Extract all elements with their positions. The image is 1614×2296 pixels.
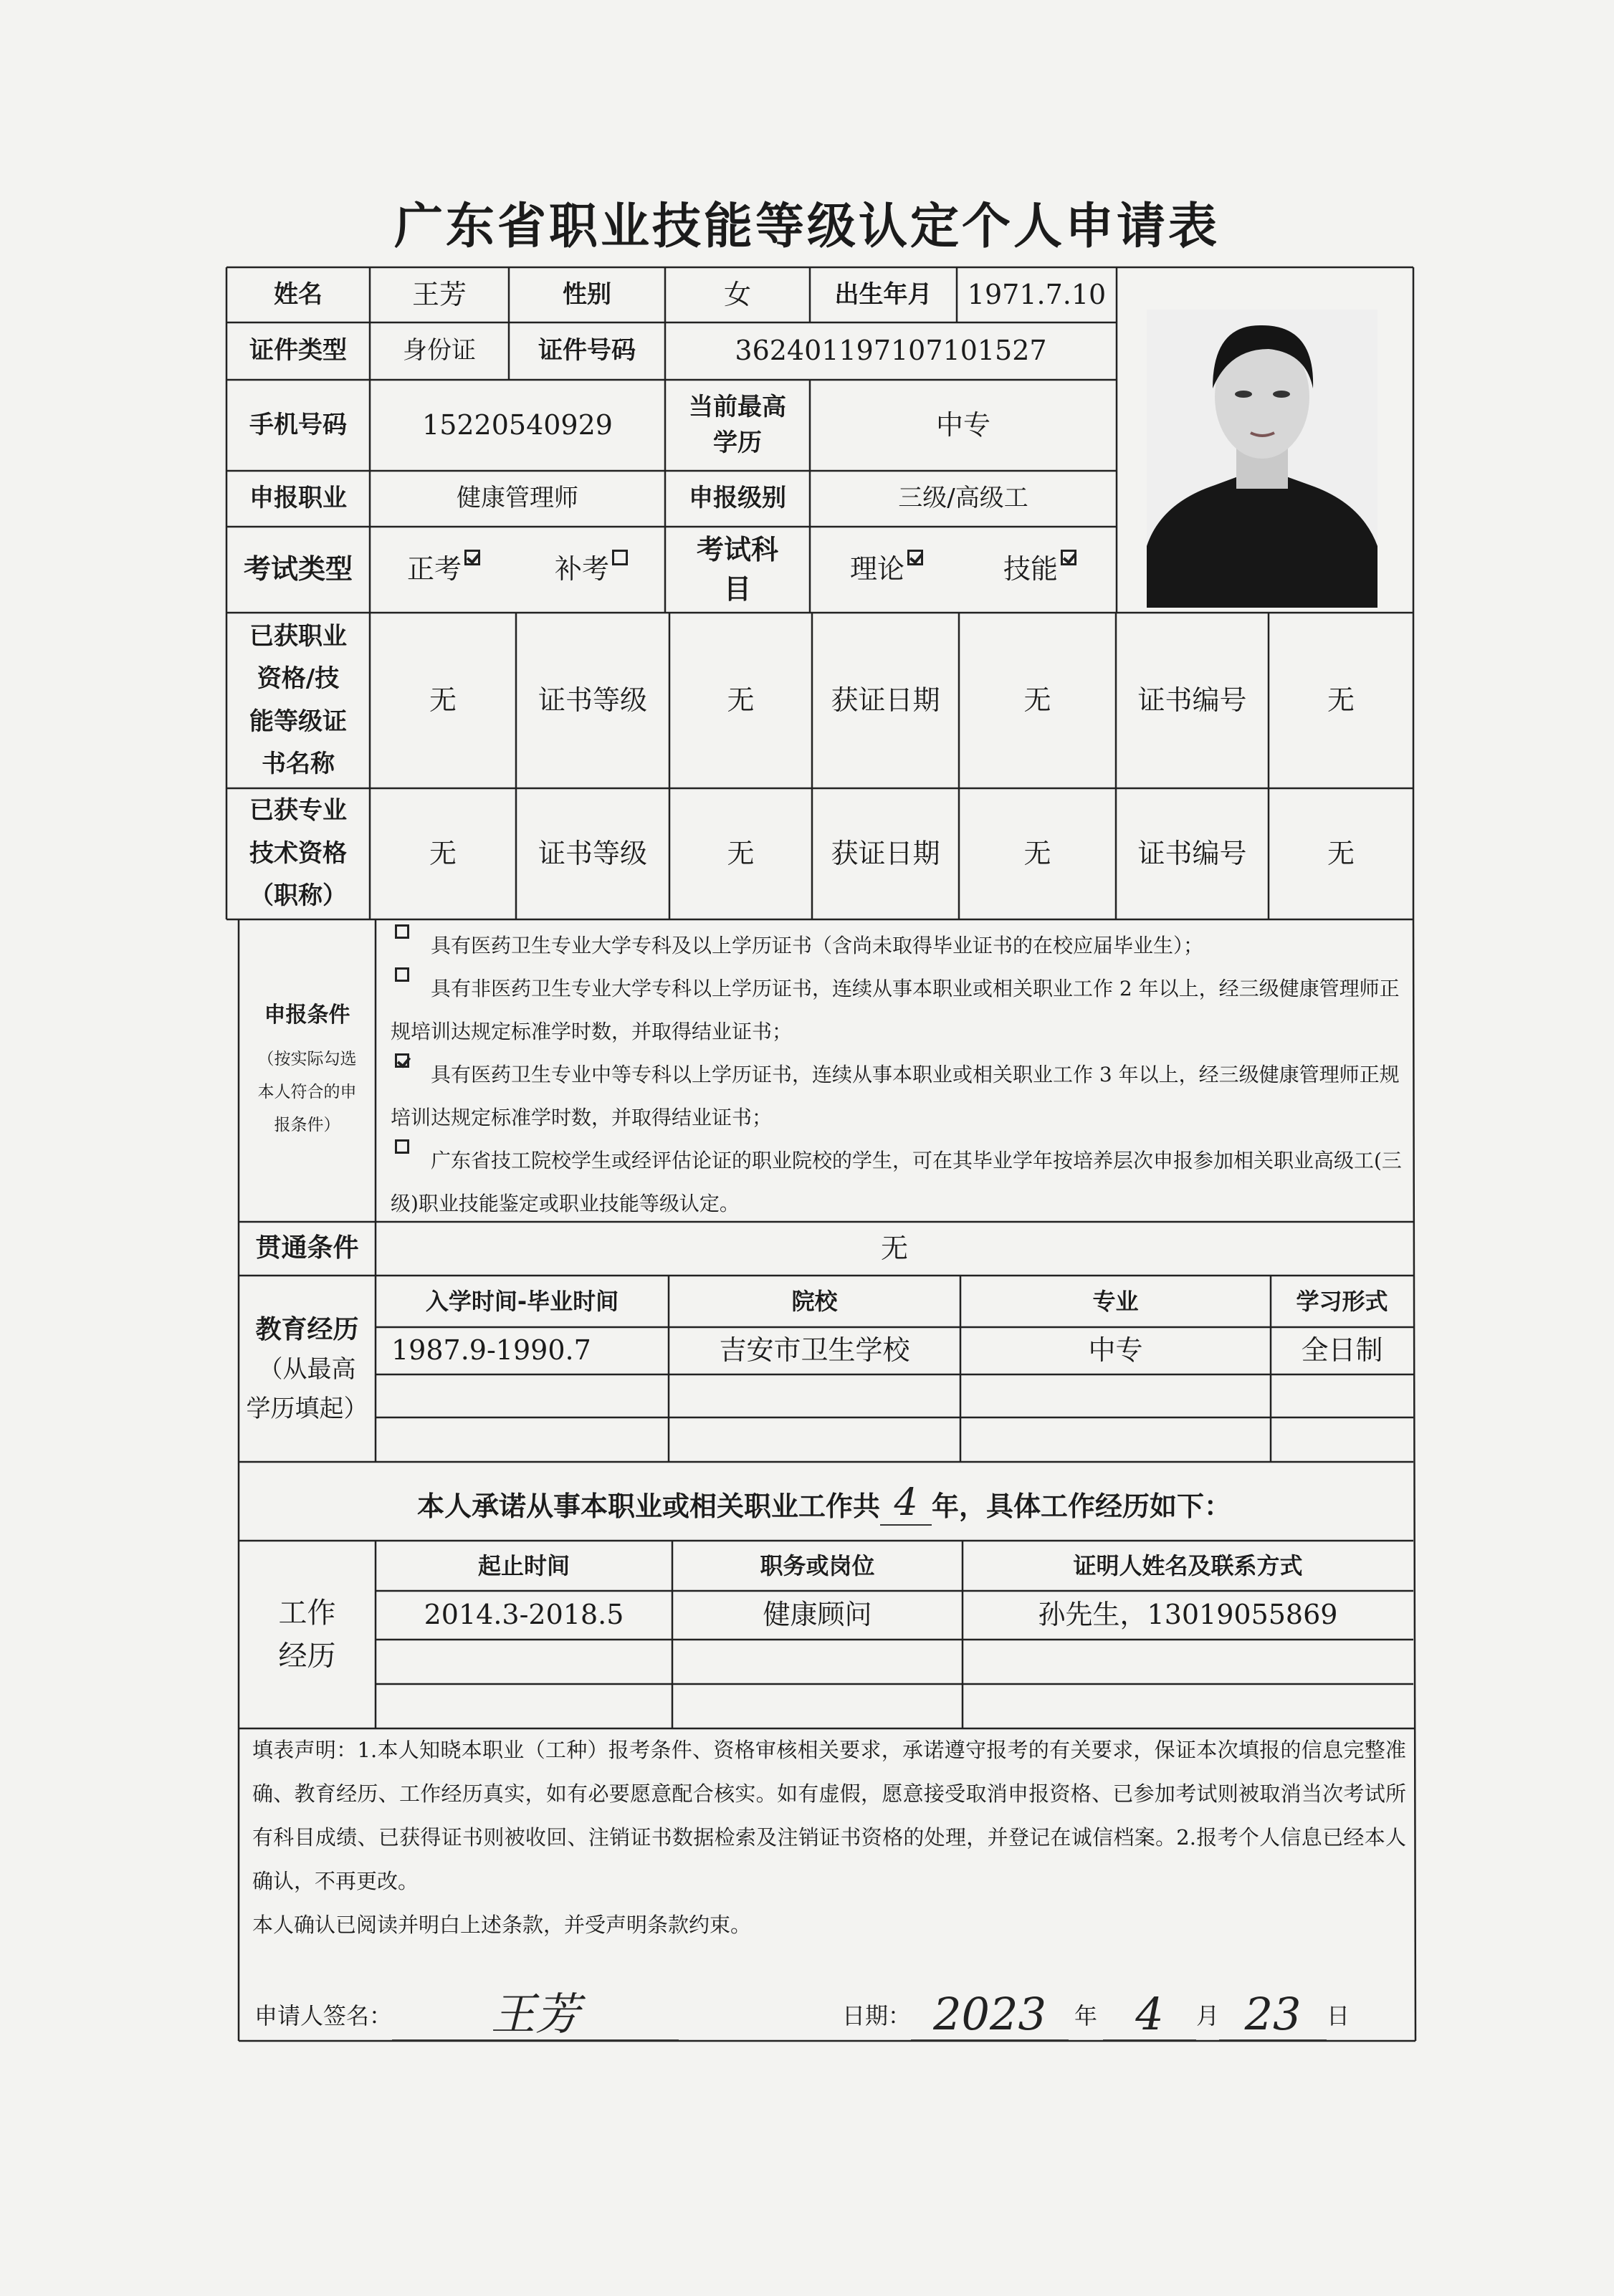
cert-qual-label-line2: 资格/技 [257,664,340,693]
confirm-text: 本人确认已阅读并明白上述条款，并受声明条款约束。 [252,1913,752,1937]
makeup-checkbox-icon[interactable] [612,550,628,565]
work-row-1-reference: 孙先生，13019055869 [1038,1599,1338,1631]
signature-name[interactable]: 王芳 [392,1989,679,2041]
edu-row-1-school: 吉安市卫生学校 [719,1334,910,1367]
tech-qual-label-line3: （职称） [249,881,347,911]
regular-checkbox-icon[interactable] [464,550,480,565]
birth-label: 出生年月 [834,279,932,309]
work-hist-label-line1: 工作 [278,1597,336,1630]
cert-qual-name: 无 [429,684,457,716]
edu-row-1-period: 1987.9-1990.7 [391,1334,591,1367]
conditions-note-line1: （按实际勾选 [257,1049,357,1068]
subject-skill[interactable] [1003,550,1076,589]
tech-qual-label-line2: 技术资格 [249,838,347,868]
exam-subject-label-line2: 目 [723,573,751,605]
edu-header-period: 入学时间-毕业时间 [425,1287,619,1315]
exam-subject-options [810,527,1117,613]
declaration [252,1728,1406,1947]
tech-qual-label-line1: 已获专业 [249,796,347,826]
work-hist-label [239,1541,376,1728]
exam-type-options [370,527,665,613]
promise-before: 本人承诺从事本职业或相关职业工作共 [416,1490,880,1522]
edu-header-mode: 学习形式 [1296,1287,1388,1315]
tech-qual-name: 无 [429,837,457,869]
subject-skill-label: 技能 [1003,553,1058,585]
through-label: 贯通条件 [255,1233,359,1263]
conditions-note-line2: 本人符合的申 [257,1082,357,1101]
edu-header-major: 专业 [1092,1287,1139,1315]
signature-label: 申请人签名： [254,2002,393,2029]
condition-4-text: 广东省技工院校学生或经评估论证的职业院校的学生，可在其毕业学年按培养层次申报参加相关职业高级工(三级)职业技能鉴定或职业技能等级认定。 [391,1149,1402,1215]
edu-hist-label-line1: 教育经历 [255,1314,359,1344]
occupation-value: 健康管理师 [457,484,578,513]
cert-qual-label-line1: 已获职业 [249,621,347,651]
tech-qual-label [226,788,370,919]
conditions-title: 申报条件 [264,1003,350,1028]
through-value: 无 [880,1232,908,1264]
edu-header-school: 院校 [791,1287,838,1315]
name-label: 姓名 [274,279,323,309]
occupation-label: 申报职业 [249,484,347,513]
edu-hist-label [239,1276,376,1462]
work-header-period: 起止时间 [477,1551,570,1579]
date-day[interactable]: 23 [1219,1989,1327,2041]
cert-qual-level: 无 [727,684,755,716]
form-title: 广东省职业技能等级认定个人申请表 [393,198,1220,255]
edu-row-1-major: 中专 [1088,1334,1143,1367]
name-value: 王芳 [411,278,467,310]
skill-checkbox-icon[interactable] [1061,550,1076,565]
tech-qual-level: 无 [727,837,755,869]
gender-label: 性别 [563,279,611,309]
promise-after: 年，具体工作经历如下： [932,1490,1232,1522]
education-label-line1: 当前最高 [689,393,786,422]
condition-3-text: 具有医药卫生专业中等专科以上学历证书，连续从事本职业或相关职业工作 3 年以上，经三级健康管理师正规培训达规定标准学时数，并取得结业证书； [391,1063,1400,1129]
tech-qual-level-label: 证书等级 [538,837,647,869]
edu-hist-label-line3: 学历填起） [246,1394,368,1423]
date-label: 日期： [842,2002,912,2029]
exam-type-regular[interactable] [407,550,480,589]
cert-qual-number-label: 证书编号 [1137,684,1247,716]
tech-qual-number: 无 [1327,837,1355,869]
work-hist-label-line2: 经历 [278,1640,336,1673]
education-label-line2: 学历 [713,428,762,457]
conditions-note-line3: 报条件） [274,1115,340,1134]
exam-subject-label-line1: 考试科 [696,533,778,565]
education-value: 中专 [935,408,990,441]
condition-item-4[interactable] [391,1139,1405,1225]
condition-3-checkbox-icon[interactable] [395,1053,409,1068]
date-month-unit: 月 [1196,2002,1220,2029]
cert-qual-level-label: 证书等级 [538,684,647,716]
signature-block [254,1988,679,2041]
id-number-label: 证件号码 [538,336,636,365]
cert-qual-date: 无 [1023,684,1051,716]
birth-value: 1971.7.10 [967,278,1107,310]
tech-qual-number-label: 证书编号 [1137,837,1247,869]
date-block [842,1988,1350,2041]
condition-4-checkbox-icon[interactable] [395,1139,409,1154]
declaration-text: 填表声明：1.本人知晓本职业（工种）报考条件、资格审核相关要求，承诺遵守报考的有关要求，保证本次填报的信息完整准确、教育经历、工作经历真实，如有必要愿意配合核实。如有虚假，愿意接受取消申报资格、已参加考试则被取消当次考试所有科目成绩、已获得证书则被收回、注销证书数据检索及注销证书资格的处理，并登记在诚信档案。2.报考个人信息已经本人确认，不再更改。 [252,1738,1406,1893]
phone-value: 15220540929 [422,408,613,441]
cert-qual-label [226,613,370,788]
exam-type-regular-label: 正考 [406,553,462,585]
theory-checkbox-icon[interactable] [907,550,923,565]
gender-value: 女 [723,278,751,310]
exam-type-label: 考试类型 [243,553,353,585]
edu-row-1-mode: 全日制 [1301,1334,1383,1367]
condition-2-text: 具有非医药卫生专业大学专科以上学历证书，连续从事本职业或相关职业工作 2 年以上，经三级健康管理师正规培训达规定标准学时数，并取得结业证书； [391,977,1400,1043]
condition-item-1[interactable] [391,924,1405,967]
work-header-reference: 证明人姓名及联系方式 [1073,1551,1303,1579]
date-year-unit: 年 [1074,2002,1098,2029]
work-header-position: 职务或岗位 [760,1551,875,1579]
education-label [665,380,810,471]
id-type-label: 证件类型 [249,336,347,365]
cert-qual-number: 无 [1327,684,1355,716]
phone-label: 手机号码 [249,410,347,439]
tech-qual-date: 无 [1023,837,1051,869]
date-day-unit: 日 [1327,2002,1350,2029]
cert-qual-label-line4: 书名称 [262,750,335,778]
level-value: 三级/高级工 [898,484,1028,513]
condition-1-checkbox-icon[interactable] [395,924,409,939]
condition-2-checkbox-icon[interactable] [395,967,409,982]
subject-theory[interactable] [850,550,923,589]
work-row-1-period: 2014.3-2018.5 [424,1599,624,1631]
exam-subject-label [665,527,810,613]
conditions-label [239,919,376,1222]
edu-hist-label-line2: （从最高 [258,1355,356,1384]
subject-theory-label: 理论 [849,553,904,585]
id-type-value: 身份证 [403,336,476,365]
cert-qual-label-line3: 能等级证 [249,707,347,736]
applicant-photo [1147,310,1377,608]
exam-type-makeup[interactable] [555,550,628,589]
exam-type-makeup-label: 补考 [554,553,609,585]
id-number-value: 362401197107101527 [735,335,1047,367]
cert-qual-date-label: 获证日期 [831,684,940,716]
condition-item-3[interactable] [391,1053,1405,1139]
promise-years[interactable]: 4 [880,1481,932,1526]
condition-1-text: 具有医药卫生专业大学专科及以上学历证书（含尚未取得毕业证书的在校应届毕业生）； [431,934,1204,957]
tech-qual-date-label: 获证日期 [831,837,940,869]
work-row-1-position: 健康顾问 [763,1599,872,1631]
work-years-promise [240,1478,1408,1529]
level-label: 申报级别 [689,484,786,513]
condition-item-2[interactable] [391,967,1405,1053]
date-year[interactable]: 2023 [911,1989,1069,2041]
date-month[interactable]: 4 [1103,1989,1196,2041]
